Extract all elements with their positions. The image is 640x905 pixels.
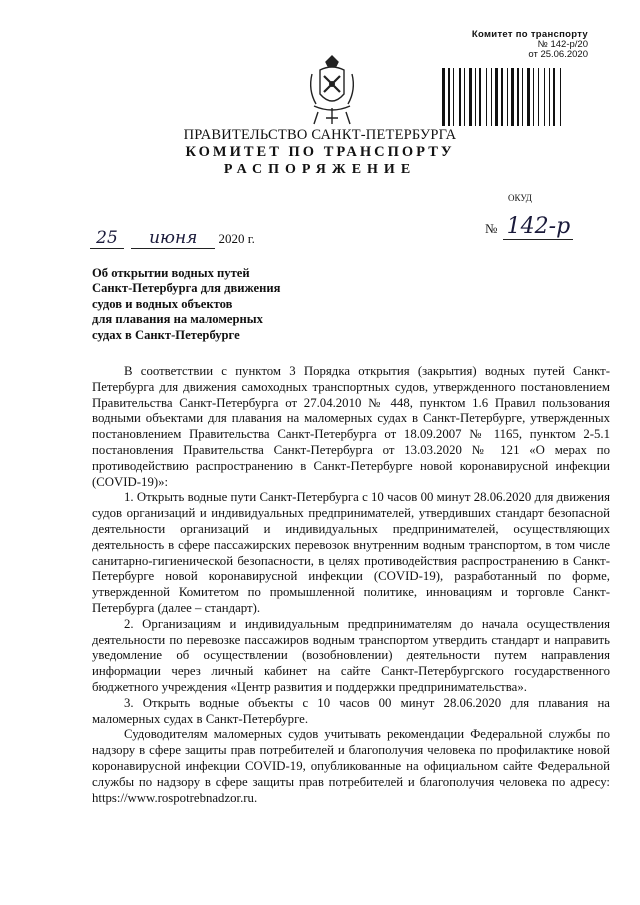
paragraph-item-3: 3. Открыть водные объекты с 10 часов 00 минут 28.06.2020 для плавания на маломерных судах в Санкт-Петербурге. [92,695,610,726]
barcode-bar [562,68,564,126]
barcode-bar [499,68,500,126]
barcode-bar [495,68,498,126]
barcode-bar [501,68,503,126]
barcode-bar [446,68,447,126]
barcode-bar [451,68,452,126]
barcode-bar [507,68,508,126]
barcode-bar [522,68,523,126]
date-month: июня [131,228,215,249]
barcode-bar [504,68,506,126]
barcode-bar [473,68,474,126]
paragraph-item-1: 1. Открыть водные пути Санкт-Петербурга с 10 часов 00 минут 28.06.2020 для движения судов организаций и индивидуальных предпринимателей, утвердивших стандарт безопасной деятельности организаций и индивидуальных предпринимателей, осуществляющих деятельность в сфере пассажирских перевозок внутренним водным транспортом, в том числе санитарно-гигиенической безопасности, в целях противодействия распространению в Санкт-Петербурге новой коронавирусной инфекции (COVID-19), разработанный по форме, утвержденной Комитетом по промышленной политике, инновациям и торговле Санкт-Петербурга (далее – стандарт). [92,490,610,615]
stamp-number: № 142-р/20 [537,39,588,50]
barcode-bar [509,68,510,126]
title-line: Об открытии водных путей [92,266,250,280]
document-number [485,214,573,240]
barcode-bar [551,68,552,126]
barcode-bar [544,68,545,126]
barcode-bar [560,68,561,126]
barcode-bar [459,68,461,126]
committee-name: КОМИТЕТ ПО ТРАНСПОРТУ [185,144,455,160]
barcode-bar [524,68,526,126]
barcode-bar [469,68,472,126]
number-value: 142-р [503,214,573,240]
barcode-bar [533,68,534,126]
stamp-org: Комитет по транспорту [471,29,588,40]
barcode-bar [455,68,458,126]
barcode-bar [462,68,463,126]
barcode-bar [511,68,514,126]
barcode-bar [527,68,530,126]
paragraph-item-2: 2. Организациям и индивидуальным предпринимателям до начала осуществления деятельности по перевозке пассажиров водным транспортом утвердить стандарт и направить уведомление об осуществлении (возобновлении) деятельности путем направления информации через личный кабинет на сайте Санкт-Петербургского государственного бюджетного учреждения «Центр развития и поддержки предпринимательства». [92,616,610,694]
barcode-bar [448,68,450,126]
paragraph-preamble: В соответствии с пунктом 3 Порядка открытия (закрытия) водных путей Санкт-Петербурга для движения самоходных транспортных судов, утвержденного постановлением Правительства Санкт-Петербурга от 27.04.2010 № 448, пунктом 1.6 Правил пользования водными объектами для плавания на маломерных судах в Санкт-Петербурге, утвержденных постановлением Правительства Санкт-Петербурга от 18.09.2007 № 1165, пунктом 2-5.1 постановления Правительства Санкт-Петербурга от 13.03.2020 № 121 «О мерах по противодействию распространению в Санкт-Петербурге новой коронавирусной инфекции (COVID-19)»: [92,364,610,489]
barcode-bar [464,68,465,126]
barcode-bar [549,68,550,126]
stamp-date: от 25.06.2020 [528,49,588,60]
document-date [90,228,255,249]
barcode-bar [517,68,519,126]
barcode-bar [488,68,490,126]
barcode-bar [515,68,516,126]
barcode-bar [466,68,468,126]
title-line: судов и водных объектов [92,296,233,311]
barcode-bar [442,68,445,126]
document-title [92,266,332,343]
barcode-bar [535,68,537,126]
title-line: для плавания на маломерных [92,312,263,327]
paragraph-recommendation: Судоводителям маломерных судов учитывать рекомендации Федеральной службы по надзору в сфере защиты прав потребителей и благополучия человека по профилактике новой коронавирусной инфекции COVID-19, опубликованные на официальном сайте Федеральной службы по надзору в сфере защиты прав потребителей и благополучия человека по адресу: https://www.rospotrebnadzor.ru. [92,727,610,805]
okud-label: ОКУД [508,193,532,203]
title-line: судах в Санкт-Петербурге [92,327,240,342]
barcode-bar [482,68,485,126]
barcode-bar [453,68,454,126]
document-body [92,364,610,806]
government-name: ПРАВИТЕЛЬСТВО САНКТ-ПЕТЕРБУРГА [183,127,457,143]
barcode-bar [540,68,543,126]
barcode-bar [491,68,492,126]
barcode-bar [538,68,539,126]
barcode [442,68,590,126]
barcode-bar [546,68,548,126]
barcode-bar [477,68,478,126]
registration-stamp [448,30,588,60]
date-year: 2020 г. [218,231,255,246]
barcode-bar [520,68,521,126]
barcode-bar [531,68,532,126]
barcode-bar [556,68,559,126]
barcode-bar [479,68,481,126]
barcode-bar [475,68,476,126]
barcode-bar [553,68,555,126]
barcode-bar [493,68,494,126]
coat-of-arms-icon [306,54,358,128]
date-day: 25 [90,228,124,249]
document-type: РАСПОРЯЖЕНИЕ [223,162,417,177]
barcode-bar [486,68,487,126]
number-prefix: № [485,221,498,236]
title-line: Санкт-Петербурга для движения [92,281,281,296]
